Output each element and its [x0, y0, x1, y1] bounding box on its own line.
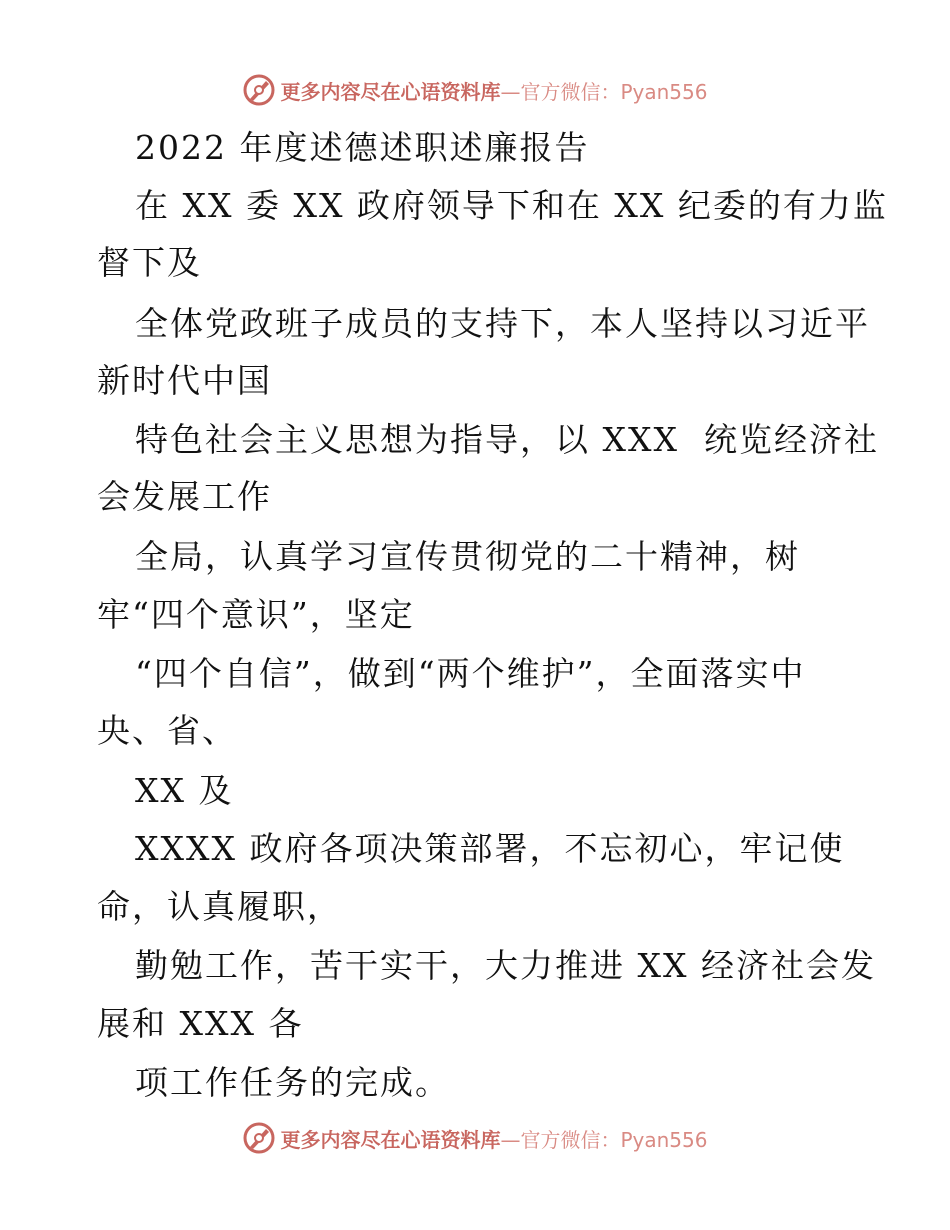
- body-line: XX 及: [135, 771, 234, 810]
- body-line: 全局，认真学习宣传贯彻党的二十精神，树: [135, 537, 800, 576]
- body-line: 新时代中国: [97, 361, 272, 400]
- watermark-main-text: 更多内容尽在心语资料库: [280, 79, 501, 104]
- watermark-main-text: 更多内容尽在心语资料库: [280, 1127, 501, 1152]
- body-line: XXXX 政府各项决策部署，不忘初心，牢记使: [135, 829, 845, 868]
- header-watermark: [0, 70, 950, 110]
- body-line: 会发展工作: [97, 477, 272, 516]
- body-line: 特色社会主义思想为指导，以 XXX 统览经济社: [135, 420, 879, 459]
- body-line: 督下及: [97, 243, 202, 282]
- body-line: 牢“四个意识”，坚定: [97, 595, 415, 634]
- body-line: 展和 XXX 各: [97, 1004, 304, 1043]
- quill-logo-icon: [242, 73, 276, 107]
- body-line: 央、省、: [97, 711, 237, 750]
- footer-watermark: [0, 1118, 950, 1158]
- body-line: “四个自信”，做到“两个维护”，全面落实中: [135, 654, 806, 693]
- watermark-sub-text: —官方微信：Pyan556: [500, 1127, 708, 1152]
- quill-logo-icon: [242, 1121, 276, 1155]
- body-line: 命，认真履职，: [97, 887, 342, 926]
- body-line: 勤勉工作，苦干实干，大力推进 XX 经济社会发: [135, 946, 876, 985]
- body-line: 全体党政班子成员的支持下，本人坚持以习近平: [135, 304, 870, 343]
- body-line: 项工作任务的完成。: [135, 1063, 450, 1102]
- document-title: 2022 年度述德述职述廉报告: [135, 128, 590, 167]
- body-line: 在 XX 委 XX 政府领导下和在 XX 纪委的有力监: [135, 186, 888, 225]
- watermark-sub-text: —官方微信：Pyan556: [500, 79, 708, 104]
